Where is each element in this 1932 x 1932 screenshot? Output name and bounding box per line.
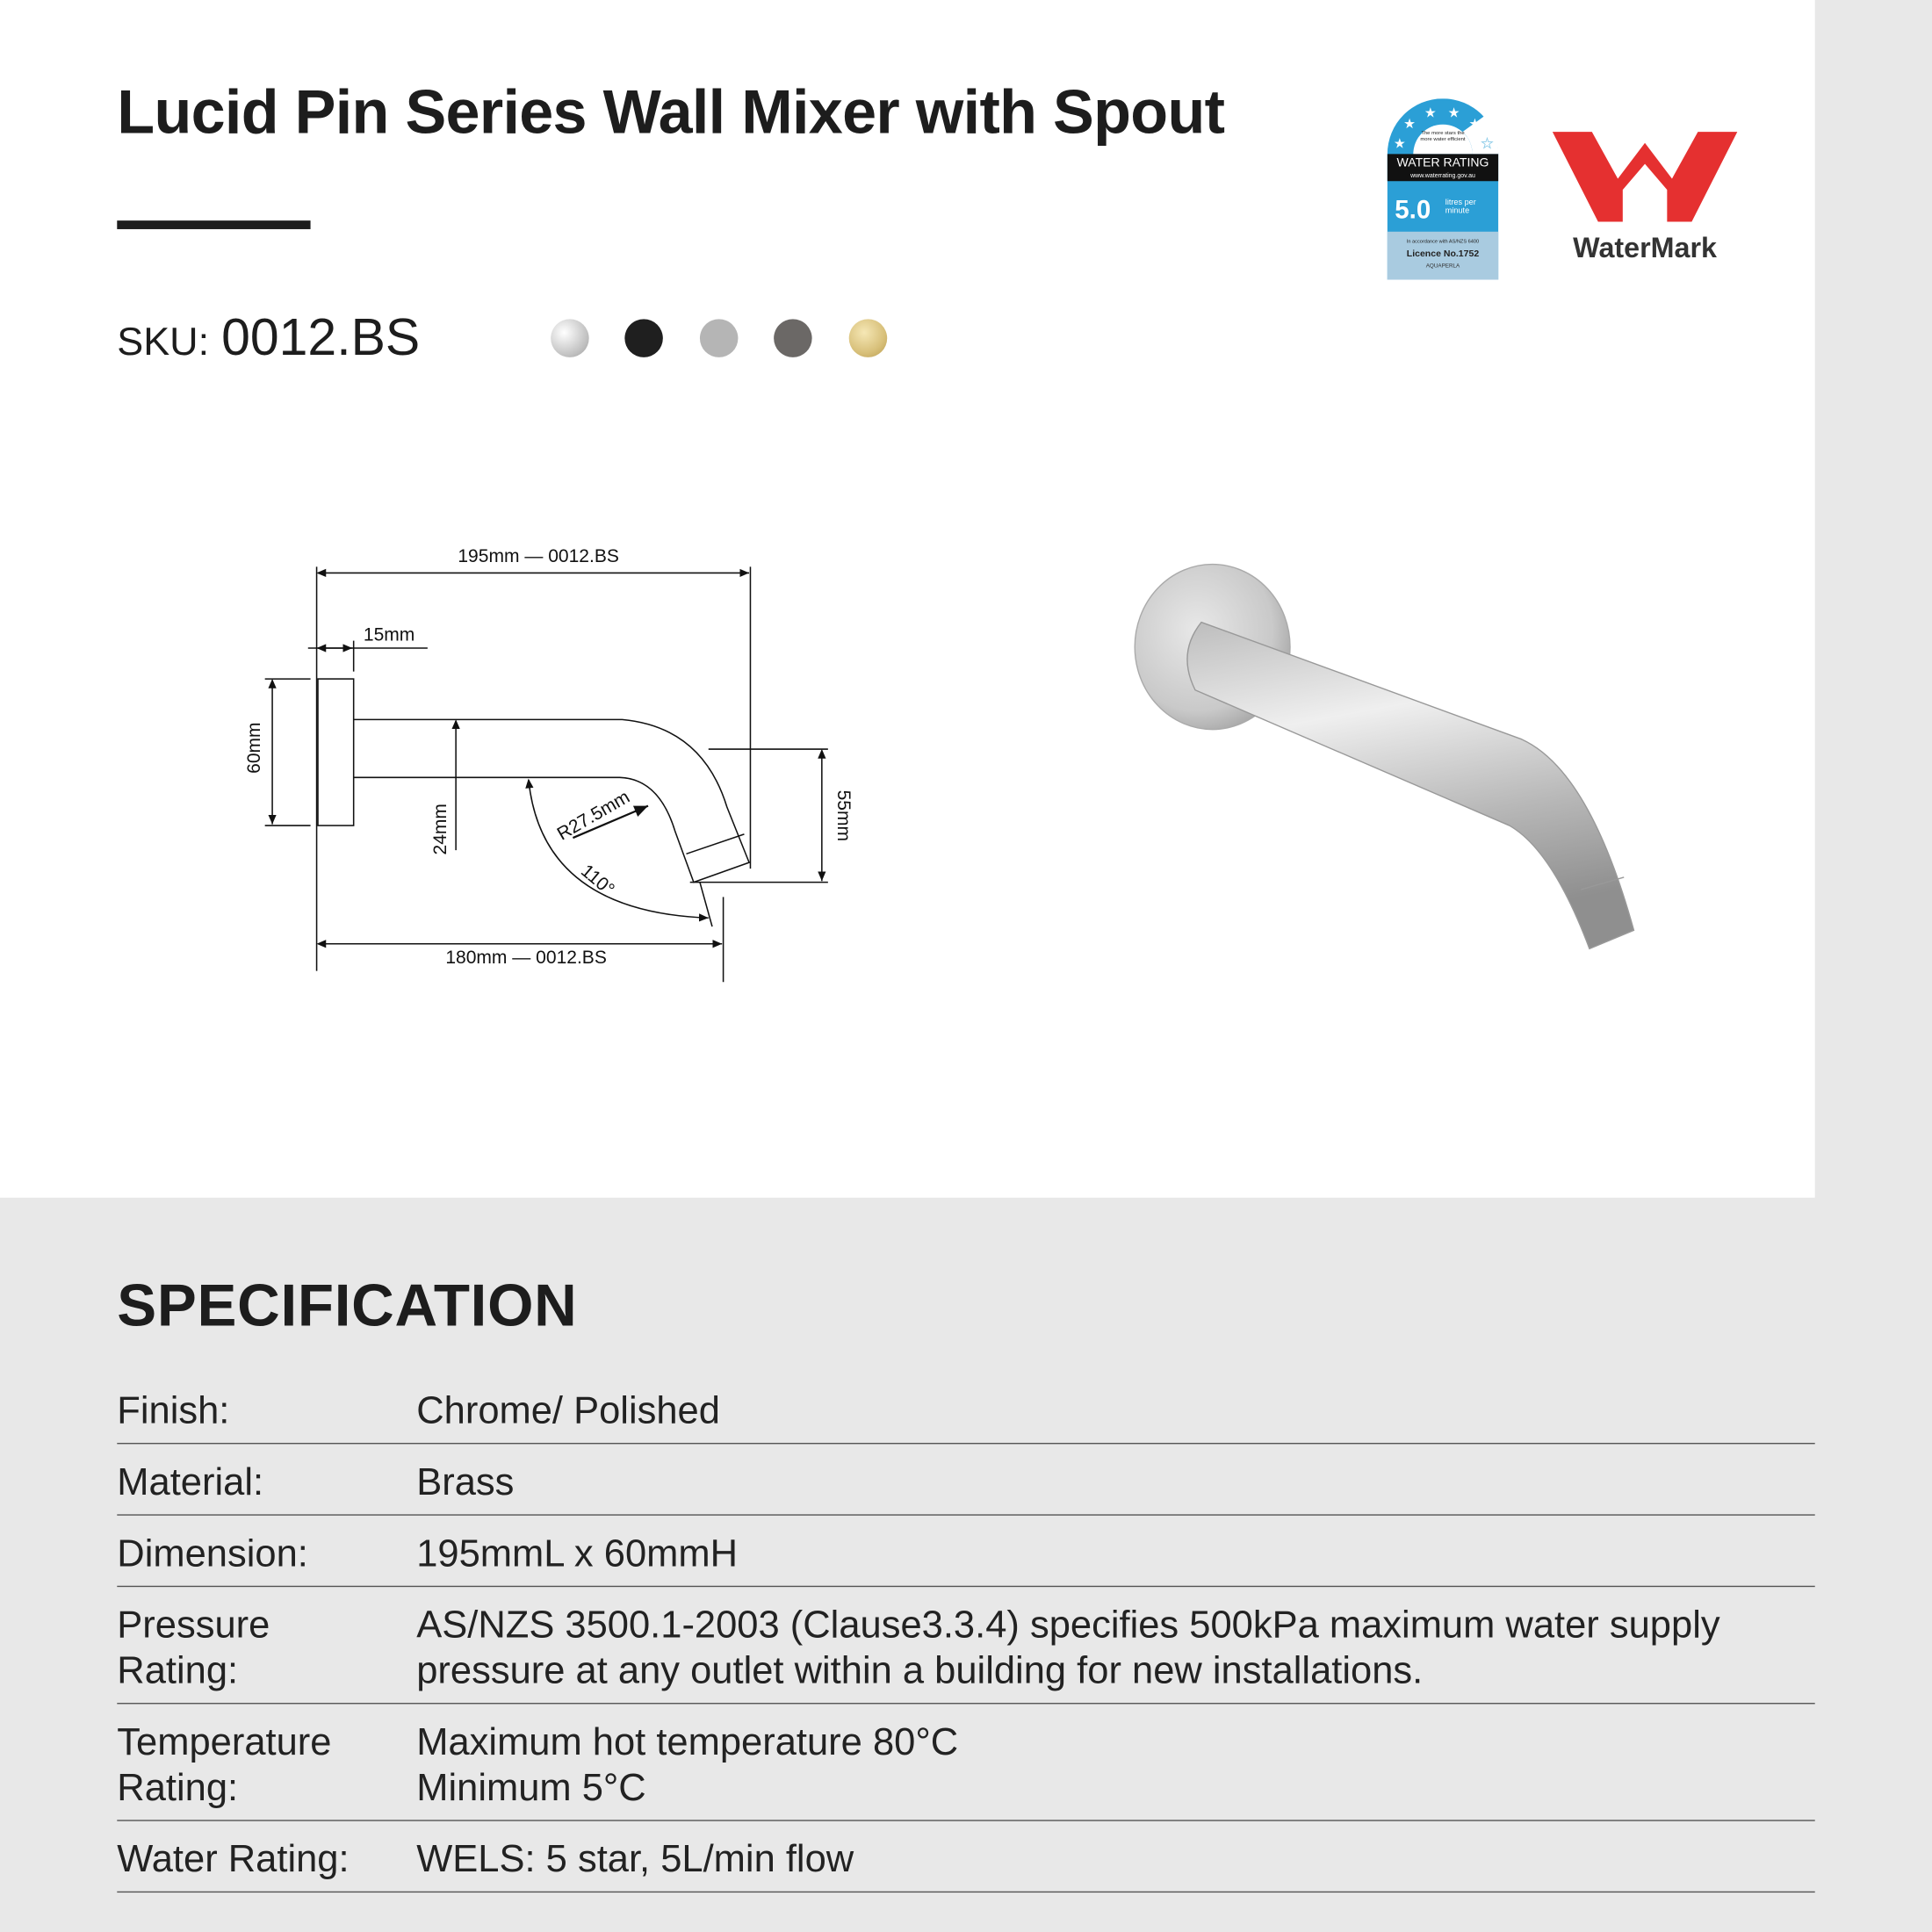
spec-value: AS/NZS 3500.1-2003 (Clause3.3.4) specifies 500kPa maximum water supply pressure at any outlet within a building for new installations. [416, 1603, 1720, 1692]
dim-drop: 55mm [833, 789, 854, 842]
spec-label: Water Rating: [117, 1836, 350, 1881]
dim-radius: R27.5mm [553, 787, 634, 845]
dim-angle: 110° [576, 861, 618, 900]
sku [117, 308, 420, 367]
svg-text:★: ★ [1468, 116, 1481, 132]
dim-plate-depth: 15mm [363, 624, 415, 645]
spec-row-water-rating [117, 1834, 1814, 1892]
watermark-text: WaterMark [1573, 232, 1717, 264]
svg-text:★: ★ [1447, 105, 1460, 121]
wels-licence: Licence No.1752 [1406, 248, 1480, 259]
watermark-logo [1546, 123, 1750, 264]
swatch-matte-black[interactable] [624, 319, 662, 357]
spec-row-material [117, 1456, 1814, 1515]
swatch-gunmetal[interactable] [774, 319, 811, 357]
svg-text:★: ★ [1424, 105, 1437, 121]
dimension-diagram [222, 530, 888, 998]
spec-row-dimension [117, 1528, 1814, 1587]
wels-water-rating-badge [1386, 98, 1499, 279]
dim-reach: 180mm — 0012.BS [445, 948, 607, 969]
spec-value: Brass [416, 1460, 515, 1503]
product-image-spout [1109, 542, 1651, 961]
spec-row-pressure [117, 1599, 1814, 1704]
spec-label: Finish: [117, 1388, 230, 1432]
dim-overall-length: 195mm — 0012.BS [458, 545, 619, 566]
spec-row-temperature [117, 1716, 1814, 1820]
page-title: Lucid Pin Series Wall Mixer with Spout [117, 77, 1225, 147]
specification-heading: SPECIFICATION [117, 1273, 578, 1340]
spec-label: Material: [117, 1460, 264, 1503]
swatch-brushed-nickel[interactable] [700, 319, 738, 357]
wels-heading: WATER RATING [1396, 155, 1489, 169]
spec-row-finish [117, 1385, 1814, 1444]
sku-label: SKU: [117, 319, 210, 364]
spec-value: 195mmL x 60mmH [416, 1532, 739, 1575]
swatch-chrome[interactable] [551, 319, 588, 357]
swatch-brushed-gold[interactable] [849, 319, 887, 357]
wels-standard: In accordance with AS/NZS 6400 [1406, 239, 1480, 245]
specification-table [117, 1385, 1814, 1905]
dim-spout-diameter: 24mm [429, 804, 451, 855]
wels-url: www.waterrating.gov.au [1410, 173, 1475, 180]
spec-label: Pressure Rating: [117, 1603, 270, 1692]
sku-value: 0012.BS [221, 307, 421, 366]
spec-label: Temperature Rating: [117, 1719, 332, 1809]
svg-text:★: ★ [1403, 116, 1416, 132]
wels-flow-unit: litres per minute [1445, 198, 1476, 216]
spec-value: Maximum hot temperature 80°C Minimum 5°C [416, 1719, 959, 1809]
dim-plate-height: 60mm [244, 722, 265, 774]
spec-value: WELS: 5 star, 5L/min flow [416, 1836, 854, 1881]
empty-star-icon: ★ [1481, 136, 1494, 152]
title-underline [117, 220, 310, 229]
wels-flow: 5.0 [1395, 195, 1431, 225]
spec-label: Dimension: [117, 1532, 308, 1575]
spec-value: Chrome/ Polished [416, 1388, 720, 1432]
wels-brand: AQUAPERLA [1425, 263, 1460, 270]
wels-tagline: The more stars the more water efficient [1420, 130, 1466, 142]
svg-text:★: ★ [1393, 136, 1406, 152]
